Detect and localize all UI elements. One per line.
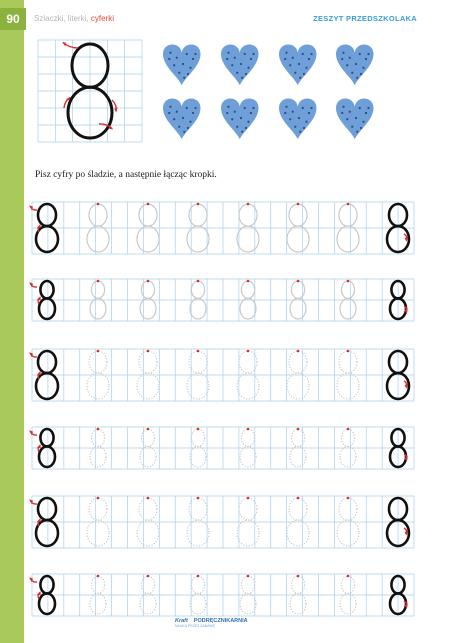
- heart-dot: [285, 52, 287, 54]
- start-dot: [197, 575, 200, 578]
- heart-dot: [245, 73, 247, 75]
- trace-digit-eight: [137, 497, 159, 546]
- digit-loop-bottom: [237, 520, 259, 546]
- heart-shape: [163, 44, 201, 85]
- publisher-tagline: NAUKA PRZEZ ZABAWĘ: [175, 624, 215, 628]
- start-dot: [147, 428, 150, 431]
- heart-dot: [303, 73, 305, 75]
- trace-digit-eight: [337, 350, 359, 399]
- start-dot: [297, 203, 300, 206]
- heart-dot: [355, 117, 357, 119]
- trace-digit-eight: [187, 350, 209, 399]
- heart-dot: [178, 126, 180, 128]
- heart-shape: [221, 44, 259, 85]
- digit-loop-bottom: [240, 593, 256, 614]
- trace-digit-eight: [337, 203, 359, 252]
- digit-loop-bottom: [190, 446, 206, 467]
- digit-loop-top: [191, 429, 204, 446]
- start-dot: [297, 575, 300, 578]
- trace-digit-eight: [240, 575, 256, 614]
- digit-loop-top: [241, 429, 254, 446]
- heart-icon: [279, 44, 317, 85]
- heart-dot: [168, 58, 170, 60]
- heart-dot: [302, 53, 304, 55]
- trace-digit-eight: [87, 497, 109, 546]
- heart-icon: [279, 98, 317, 139]
- digit-loop-top: [191, 281, 204, 298]
- trace-digit-eight: [140, 575, 156, 614]
- workbook-title: ZESZYT PRZEDSZKOLAKA: [313, 14, 417, 23]
- start-dot: [247, 497, 250, 500]
- trace-digit-eight: [290, 575, 306, 614]
- digit-loop-top: [38, 498, 56, 520]
- heart-dot: [341, 112, 343, 114]
- publisher-footer: [175, 618, 248, 628]
- heart-dot: [252, 53, 254, 55]
- heart-dot: [356, 131, 358, 133]
- digit-loop-bottom: [190, 298, 206, 319]
- heart-dot: [341, 58, 343, 60]
- digit-loop-bottom: [337, 226, 359, 252]
- heart-dot: [186, 107, 188, 109]
- start-dot: [247, 203, 250, 206]
- heart-dot: [292, 57, 294, 59]
- digit-loop-bottom: [187, 520, 209, 546]
- start-dot: [297, 350, 300, 353]
- trace-digit-eight: [87, 350, 109, 399]
- heart-dot: [294, 72, 296, 74]
- digit-loop-bottom: [90, 298, 106, 319]
- digit-loop-top: [139, 498, 157, 520]
- heart-dot: [365, 112, 367, 114]
- digit-loop-bottom: [137, 520, 159, 546]
- heart-dot: [365, 58, 367, 60]
- arrow-icon: [29, 578, 37, 584]
- trace-digit-eight: [287, 497, 309, 546]
- start-dot: [97, 497, 100, 500]
- heart-shape: [279, 44, 317, 85]
- start-dot: [147, 350, 150, 353]
- start-dot: [347, 280, 350, 283]
- digit-loop-bottom: [39, 446, 55, 467]
- trace-digit-eight: [190, 428, 206, 467]
- digit-loop-top: [289, 351, 307, 373]
- arrow-icon: [29, 353, 37, 359]
- publisher-brand: PODRĘCZNIKARNIA: [193, 618, 248, 624]
- start-dot: [247, 575, 250, 578]
- heart-dot: [289, 118, 291, 120]
- arrow-icon: [29, 283, 37, 289]
- example-grid: [38, 40, 142, 142]
- heart-icon: [336, 44, 374, 85]
- digit-loop-bottom: [187, 373, 209, 399]
- digit-loop-top: [289, 204, 307, 226]
- digit-loop-top: [241, 576, 254, 593]
- digit-loop-top: [40, 429, 53, 446]
- trace-digit-eight: [240, 280, 256, 319]
- heart-dot: [247, 67, 249, 69]
- heart-dot: [186, 53, 188, 55]
- digit-loop-top: [239, 498, 257, 520]
- digit-loop-top: [89, 351, 107, 373]
- trace-digit-eight: [140, 280, 156, 319]
- heart-dot: [285, 106, 287, 108]
- trace-digit-eight: [187, 203, 209, 252]
- heart-shape: [221, 98, 259, 139]
- digit-loop-top: [341, 429, 354, 446]
- heart-dot: [289, 64, 291, 66]
- digit-loop-bottom: [290, 593, 306, 614]
- digit-loop-top: [241, 281, 254, 298]
- heart-dot: [342, 52, 344, 54]
- heart-dot: [241, 77, 243, 79]
- heart-dot: [298, 63, 300, 65]
- heart-dot: [231, 64, 233, 66]
- digit-loop-bottom: [87, 520, 109, 546]
- digit-loop-top: [91, 576, 104, 593]
- trace-digit-eight: [290, 280, 306, 319]
- heart-dot: [303, 127, 305, 129]
- digit-loop-top: [38, 351, 56, 373]
- digit-loop-top: [339, 204, 357, 226]
- start-dot: [247, 428, 250, 431]
- start-dot: [297, 280, 300, 283]
- practice-row-grid: [32, 496, 414, 548]
- heart-dot: [182, 63, 184, 65]
- heart-dot: [178, 72, 180, 74]
- digit-loop-bottom: [39, 298, 55, 319]
- heart-dot: [183, 77, 185, 79]
- trace-digit-eight: [240, 428, 256, 467]
- trace-digit-eight: [287, 203, 309, 252]
- arrow-icon: [62, 42, 78, 50]
- digit-loop-bottom: [140, 298, 156, 319]
- heart-dot: [298, 117, 300, 119]
- heart-dot: [236, 126, 238, 128]
- heart-dot: [250, 112, 252, 114]
- page-number: 90: [0, 8, 26, 30]
- heart-dot: [187, 73, 189, 75]
- heart-icon: [221, 98, 259, 139]
- heart-dot: [308, 58, 310, 60]
- digit-loop-bottom: [240, 298, 256, 319]
- heart-dot: [169, 106, 171, 108]
- trace-digit-eight: [337, 497, 359, 546]
- trace-digit-eight: [340, 428, 356, 467]
- digit-loop-bottom: [137, 373, 159, 399]
- digit-loop-bottom: [287, 520, 309, 546]
- heart-dot: [284, 112, 286, 114]
- heart-dot: [226, 112, 228, 114]
- start-dot: [197, 428, 200, 431]
- digit-loop-bottom: [140, 593, 156, 614]
- heart-dot: [360, 127, 362, 129]
- practice-row-grid: [32, 349, 414, 401]
- digit-loop-top: [40, 576, 53, 593]
- digit-loop-bottom: [87, 373, 109, 399]
- heart-icon: [336, 98, 374, 139]
- digit-loop-top: [40, 281, 53, 298]
- heart-dot: [168, 112, 170, 114]
- digit-loop-top: [189, 498, 207, 520]
- start-dot: [347, 497, 350, 500]
- heart-dot: [305, 121, 307, 123]
- heart-shape: [163, 98, 201, 139]
- heart-dot: [367, 107, 369, 109]
- digit-loop-bottom: [187, 226, 209, 252]
- heart-dot: [359, 107, 361, 109]
- heart-dot: [367, 53, 369, 55]
- start-dot: [247, 280, 250, 283]
- trace-digit-eight: [340, 575, 356, 614]
- digit-loop-top: [341, 576, 354, 593]
- heart-dot: [234, 57, 236, 59]
- heart-dot: [346, 64, 348, 66]
- trace-digit-eight: [287, 350, 309, 399]
- start-dot: [97, 280, 100, 283]
- heart-icon: [163, 98, 201, 139]
- heart-dot: [182, 117, 184, 119]
- heart-dot: [252, 107, 254, 109]
- start-dot: [247, 350, 250, 353]
- digit-loop-bottom: [290, 298, 306, 319]
- digit-loop-bottom: [36, 520, 58, 546]
- heart-dot: [194, 53, 196, 55]
- heart-dot: [227, 106, 229, 108]
- heart-dot: [247, 121, 249, 123]
- digit-loop-top: [89, 498, 107, 520]
- heart-dot: [302, 107, 304, 109]
- practice-row-grid: [32, 574, 414, 616]
- heart-dot: [292, 111, 294, 113]
- digit-loop-top: [191, 576, 204, 593]
- start-dot: [97, 575, 100, 578]
- heart-dot: [244, 53, 246, 55]
- digit-loop-top: [38, 204, 56, 226]
- heart-dot: [240, 63, 242, 65]
- digit-loop-bottom: [90, 593, 106, 614]
- heart-dot: [244, 107, 246, 109]
- heart-dot: [234, 111, 236, 113]
- heart-dot: [176, 111, 178, 113]
- digit-loop-bottom: [137, 226, 159, 252]
- heart-dot: [360, 73, 362, 75]
- digit-loop-top: [239, 351, 257, 373]
- heart-dot: [294, 126, 296, 128]
- heart-dot: [173, 118, 175, 120]
- digit-loop-top: [91, 281, 104, 298]
- digit-loop-bottom: [240, 446, 256, 467]
- heart-dot: [192, 112, 194, 114]
- heart-dot: [305, 67, 307, 69]
- start-dot: [197, 350, 200, 353]
- start-dot: [297, 428, 300, 431]
- digit-loop-bottom: [36, 226, 58, 252]
- digit-loop-top: [239, 204, 257, 226]
- start-dot: [147, 497, 150, 500]
- digit-loop-bottom: [237, 373, 259, 399]
- heart-dot: [245, 127, 247, 129]
- heart-dot: [187, 127, 189, 129]
- digit-loop-bottom: [340, 298, 356, 319]
- digit-loop-top: [189, 351, 207, 373]
- digit-loop-bottom: [39, 593, 55, 614]
- arrow-icon: [29, 500, 37, 506]
- heart-dot: [236, 72, 238, 74]
- trace-digit-eight: [90, 575, 106, 614]
- heart-dot: [308, 112, 310, 114]
- heart-dot: [189, 67, 191, 69]
- start-dot: [147, 280, 150, 283]
- practice-row-grid: [32, 279, 414, 321]
- trace-digit-eight: [290, 428, 306, 467]
- start-dot: [97, 350, 100, 353]
- digit-loop-bottom: [140, 446, 156, 467]
- arrow-head: [62, 42, 66, 45]
- heart-icon: [163, 44, 201, 85]
- heart-dot: [362, 67, 364, 69]
- start-dot: [147, 575, 150, 578]
- digit-loop-bottom: [340, 446, 356, 467]
- exercise-instruction: Pisz cyfry po śladzie, a następnie łącząc kropki.: [35, 170, 217, 180]
- digit-loop-bottom: [340, 593, 356, 614]
- trace-digit-eight: [137, 350, 159, 399]
- trace-digit-eight: [90, 428, 106, 467]
- heart-shape: [279, 98, 317, 139]
- heart-dot: [310, 53, 312, 55]
- heart-dot: [299, 77, 301, 79]
- heart-dot: [349, 111, 351, 113]
- digit-loop-top: [189, 204, 207, 226]
- heart-dot: [189, 121, 191, 123]
- digit-loop-bottom: [36, 373, 58, 399]
- heart-dot: [240, 117, 242, 119]
- heart-dot: [176, 57, 178, 59]
- digit-loop-bottom: [237, 226, 259, 252]
- heart-dot: [351, 72, 353, 74]
- heart-shape: [336, 98, 374, 139]
- trace-digit-eight: [187, 497, 209, 546]
- heart-dot: [173, 64, 175, 66]
- arrow-icon: [29, 206, 37, 212]
- trace-digit-eight: [140, 428, 156, 467]
- digit-loop-top: [339, 351, 357, 373]
- heart-dot: [192, 58, 194, 60]
- trace-digit-eight: [237, 203, 259, 252]
- arrow-head: [109, 126, 113, 129]
- start-dot: [347, 350, 350, 353]
- heart-shape: [336, 44, 374, 85]
- start-dot: [347, 575, 350, 578]
- heart-dot: [169, 52, 171, 54]
- digit-loop-top: [341, 281, 354, 298]
- digit-loop-bottom: [90, 446, 106, 467]
- start-dot: [147, 203, 150, 206]
- heart-icon: [221, 44, 259, 85]
- trace-digit-eight: [190, 575, 206, 614]
- heart-dot: [359, 53, 361, 55]
- trace-digit-eight: [90, 280, 106, 319]
- heart-dot: [362, 121, 364, 123]
- section-title-prefix: Szlaczki, literki,: [34, 14, 91, 23]
- trace-digit-eight: [137, 203, 159, 252]
- heart-dot: [310, 107, 312, 109]
- start-dot: [297, 497, 300, 500]
- digit-loop-top: [89, 204, 107, 226]
- heart-dot: [227, 52, 229, 54]
- start-dot: [197, 203, 200, 206]
- heart-dot: [241, 131, 243, 133]
- digit-loop-top: [91, 429, 104, 446]
- heart-dot: [342, 106, 344, 108]
- section-title-accent: cyferki: [90, 14, 115, 23]
- digit-loop-bottom: [337, 520, 359, 546]
- heart-dot: [231, 118, 233, 120]
- start-dot: [347, 428, 350, 431]
- practice-row-grid: [32, 427, 414, 469]
- digit-loop-top: [139, 351, 157, 373]
- digit-loop-top: [339, 498, 357, 520]
- heart-dot: [351, 126, 353, 128]
- arrow-icon: [29, 431, 37, 437]
- publisher-logo: Kraft: [175, 618, 188, 624]
- heart-dot: [355, 63, 357, 65]
- heart-dot: [356, 77, 358, 79]
- start-dot: [197, 497, 200, 500]
- trace-digit-eight: [87, 203, 109, 252]
- trace-digit-eight: [237, 497, 259, 546]
- trace-digit-eight: [190, 280, 206, 319]
- digit-loop-bottom: [287, 226, 309, 252]
- heart-dot: [194, 107, 196, 109]
- heart-dot: [299, 131, 301, 133]
- digit-loop-bottom: [290, 446, 306, 467]
- heart-dot: [226, 58, 228, 60]
- digit-loop-bottom: [287, 373, 309, 399]
- heart-dot: [250, 58, 252, 60]
- start-dot: [97, 203, 100, 206]
- heart-dot: [349, 57, 351, 59]
- start-dot: [347, 203, 350, 206]
- digit-loop-top: [289, 498, 307, 520]
- heart-dot: [346, 118, 348, 120]
- trace-digit-eight: [340, 280, 356, 319]
- heart-dot: [183, 131, 185, 133]
- start-dot: [97, 428, 100, 431]
- digit-loop-bottom: [87, 226, 109, 252]
- digit-loop-top: [139, 204, 157, 226]
- digit-loop-bottom: [337, 373, 359, 399]
- heart-dot: [284, 58, 286, 60]
- trace-digit-eight: [237, 350, 259, 399]
- start-dot: [197, 280, 200, 283]
- digit-loop-bottom: [190, 593, 206, 614]
